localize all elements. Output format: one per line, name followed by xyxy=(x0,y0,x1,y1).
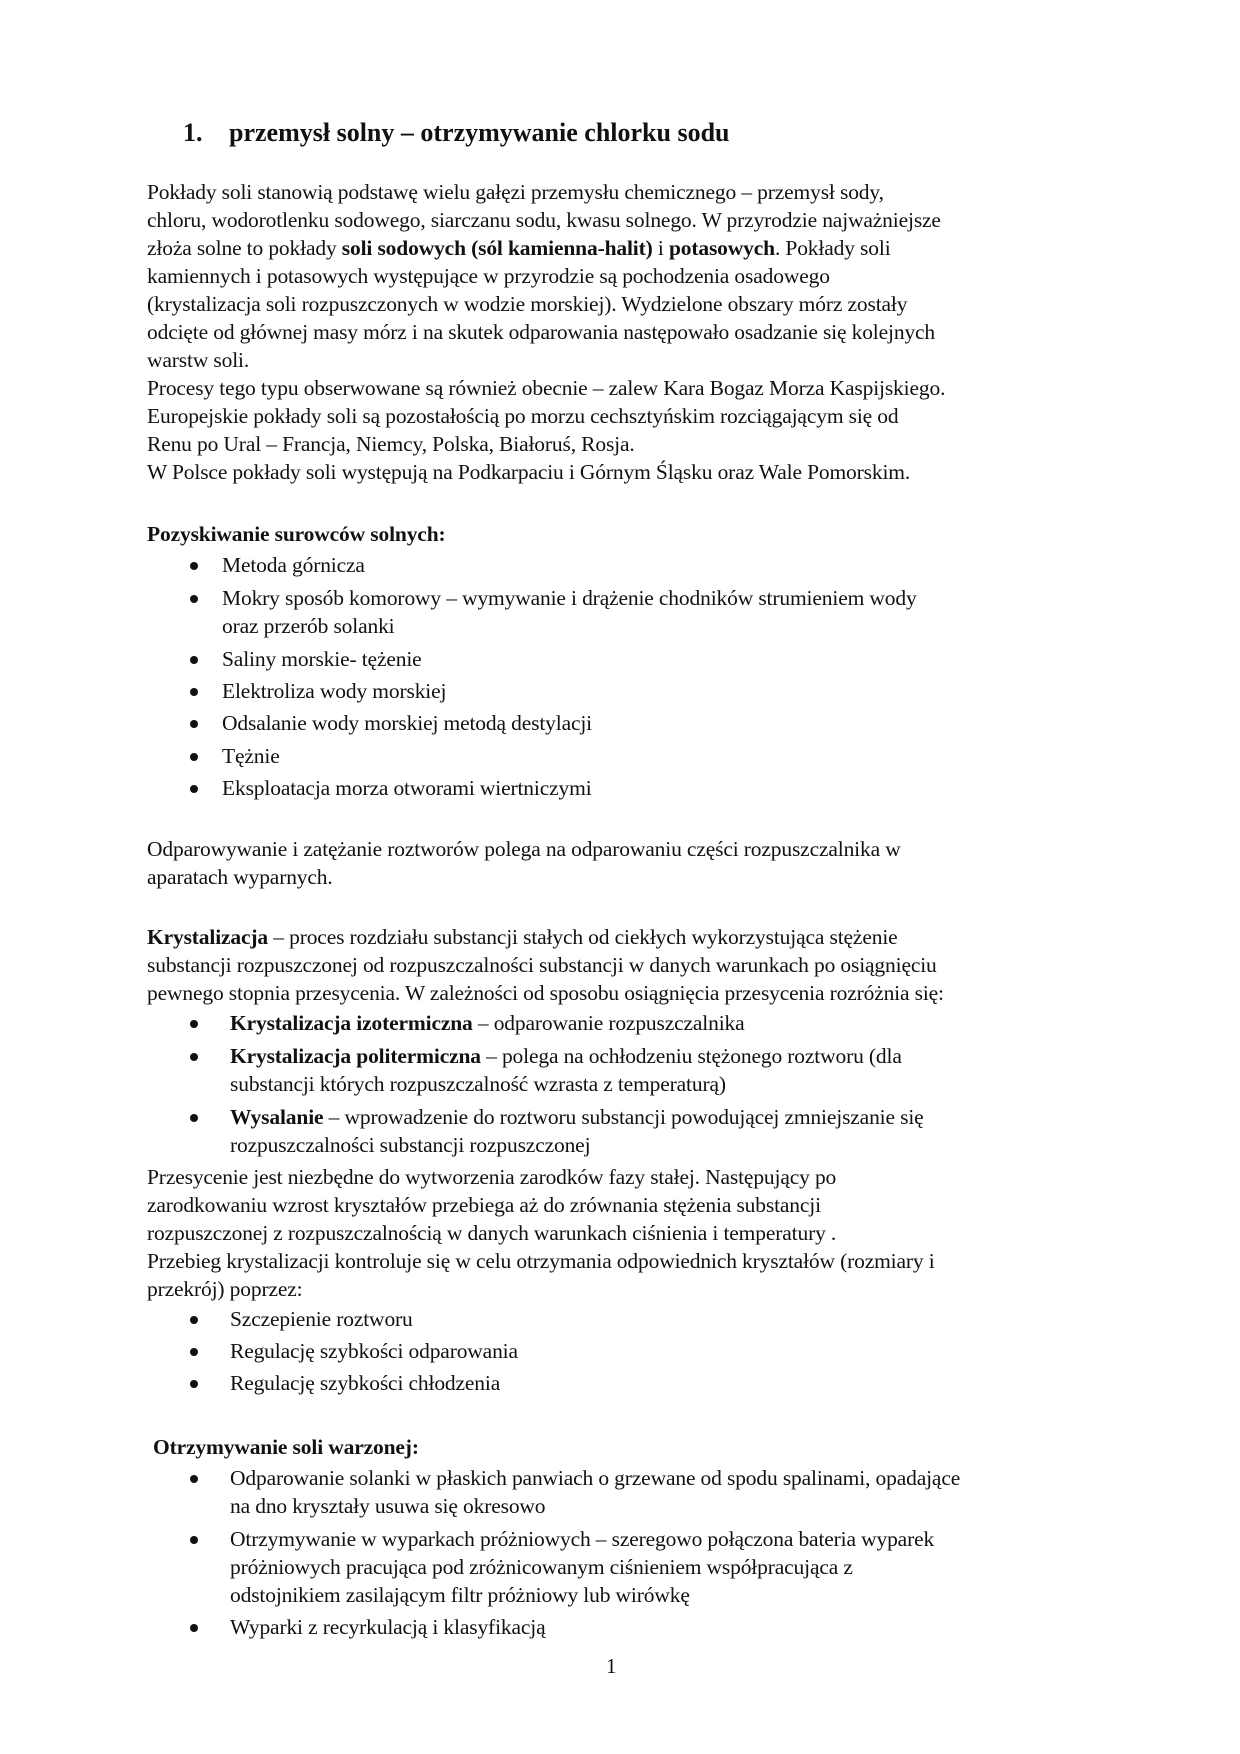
crystallization-line xyxy=(147,923,898,951)
list-item: Szczepienie roztworu xyxy=(230,1307,413,1331)
evaporation-line: aparatach wyparnych. xyxy=(147,865,333,889)
list-item-cont: odstojnikiem zasilającym filtr próżniowy lub wirówkę xyxy=(230,1583,690,1607)
list-item: Eksploatacja morza otworami wiertniczymi xyxy=(222,776,592,800)
intro-line xyxy=(147,234,891,262)
bold-term-sodium-salts: soli sodowych (sól kamienna-halit) xyxy=(341,236,653,260)
list-item: Odparowanie solanki w płaskich panwiach o grzewane od spodu spalinami, opadające xyxy=(230,1466,961,1490)
bold-term-crystallization: Krystalizacja xyxy=(147,925,269,949)
list-item-cont: oraz przerób solanki xyxy=(222,614,395,638)
intro-line: Renu po Ural – Francja, Niemcy, Polska, Białoruś, Rosja. xyxy=(147,432,635,456)
bold-term-potassium: potasowych xyxy=(668,236,775,260)
intro-line: (krystalizacja soli rozpuszczonych w wodzie morskiej). Wydzielone obszary mórz zostały xyxy=(147,292,908,316)
bullet-icon xyxy=(190,1020,198,1028)
bullet-icon xyxy=(190,656,198,664)
intro-line: Europejskie pokłady soli są pozostałością po morzu cechsztyńskim rozciągającym się od xyxy=(147,404,899,428)
list-item: Saliny morskie- tężenie xyxy=(222,647,422,671)
text-span: – wprowadzenie do roztworu substancji powodującej zmniejszanie się xyxy=(323,1105,924,1129)
list-item: Mokry sposób komorowy – wymywanie i drążenie chodników strumieniem wody xyxy=(222,586,917,610)
intro-line: Procesy tego typu obserwowane są również obecnie – zalew Kara Bogaz Morza Kaspijskiego. xyxy=(147,376,946,400)
bullet-icon xyxy=(190,753,198,761)
bold-term: Krystalizacja politermiczna xyxy=(230,1044,481,1068)
list-item: Wyparki z recyrkulacją i klasyfikacją xyxy=(230,1615,546,1639)
intro-line: warstw soli. xyxy=(147,348,250,372)
text-span: i xyxy=(652,236,669,260)
supersaturation-line: zarodkowaniu wzrost kryształów przebiega aż do zrównania stężenia substancji xyxy=(147,1193,821,1217)
bullet-icon xyxy=(190,1348,198,1356)
bullet-icon xyxy=(190,1536,198,1544)
text-span: – polega na ochłodzeniu stężonego roztworu (dla xyxy=(480,1044,902,1068)
bullet-icon xyxy=(190,1624,198,1632)
supersaturation-line: rozpuszczonej z rozpuszczalnością w danych warunkach ciśnienia i temperatury . xyxy=(147,1221,837,1245)
supersaturation-line: Przesycenie jest niezbędne do wytworzenia zarodków fazy stałej. Następujący po xyxy=(147,1165,837,1189)
bullet-icon xyxy=(190,720,198,728)
list-item-cont: substancji których rozpuszczalność wzrasta z temperaturą) xyxy=(230,1072,726,1096)
supersaturation-line: przekrój) poprzez: xyxy=(147,1277,303,1301)
evaporation-line: Odparowywanie i zatężanie roztworów polega na odparowaniu części rozpuszczalnika w xyxy=(147,837,901,861)
supersaturation-line: Przebieg krystalizacji kontroluje się w celu otrzymania odpowiednich kryształów (rozmiary i xyxy=(147,1249,935,1273)
list-item: Metoda górnicza xyxy=(222,553,365,577)
bullet-icon xyxy=(190,1475,198,1483)
bullet-icon xyxy=(190,1380,198,1388)
list-item xyxy=(230,1042,902,1070)
crystallization-line: pewnego stopnia przesycenia. W zależności od sposobu osiągnięcia przesycenia rozróżnia się: xyxy=(147,981,944,1005)
intro-line: kamiennych i potasowych występujące w przyrodzie są pochodzenia osadowego xyxy=(147,264,830,288)
text-span: – proces rozdziału substancji stałych od ciekłych wykorzystująca stężenie xyxy=(268,925,898,949)
bullet-icon xyxy=(190,688,198,696)
list-item-cont: rozpuszczalności substancji rozpuszczonej xyxy=(230,1133,591,1157)
intro-line: odcięte od głównej masy mórz i na skutek odparowania następowało osadzanie się kolejnych xyxy=(147,320,936,344)
crystallization-line: substancji rozpuszczonej od rozpuszczalności substancji w danych warunkach po osiągnięciu xyxy=(147,953,937,977)
intro-line: chloru, wodorotlenku sodowego, siarczanu sodu, kwasu solnego. W przyrodzie najważniejsze xyxy=(147,208,941,232)
bullet-icon xyxy=(190,1114,198,1122)
section-title xyxy=(183,118,730,148)
list-item: Otrzymywanie w wyparkach próżniowych – szeregowo połączona bateria wyparek xyxy=(230,1527,935,1551)
list-item-cont: próżniowych pracująca pod zróżnicowanym ciśnieniem współpracująca z xyxy=(230,1555,853,1579)
list-item: Tężnie xyxy=(222,744,280,768)
section-number: 1. xyxy=(183,118,203,147)
intro-line: Pokłady soli stanowią podstawę wielu gałęzi przemysłu chemicznego – przemysł sody, xyxy=(147,180,884,204)
bullet-icon xyxy=(190,1316,198,1324)
list-item xyxy=(230,1103,924,1131)
sourcing-heading: Pozyskiwanie surowców solnych: xyxy=(147,522,446,546)
intro-line: W Polsce pokłady soli występują na Podkarpaciu i Górnym Śląsku oraz Wale Pomorskim. xyxy=(147,460,911,484)
text-span: – odparowanie rozpuszczalnika xyxy=(472,1011,745,1035)
list-item: Regulację szybkości odparowania xyxy=(230,1339,518,1363)
list-item: Elektroliza wody morskiej xyxy=(222,679,447,703)
list-item xyxy=(230,1009,745,1037)
bold-term: Wysalanie xyxy=(230,1105,324,1129)
text-span: . Pokłady soli xyxy=(774,236,891,260)
list-item: Regulację szybkości chłodzenia xyxy=(230,1371,501,1395)
bullet-icon xyxy=(190,785,198,793)
list-item: Odsalanie wody morskiej metodą destylacji xyxy=(222,711,593,735)
list-item-cont: na dno kryształy usuwa się okresowo xyxy=(230,1494,546,1518)
bullet-icon xyxy=(190,562,198,570)
bullet-icon xyxy=(190,1053,198,1061)
page-number: 1 xyxy=(606,1654,617,1678)
section-title-text: przemysł solny – otrzymywanie chlorku sodu xyxy=(229,118,730,147)
bold-term: Krystalizacja izotermiczna xyxy=(230,1011,473,1035)
bullet-icon xyxy=(190,595,198,603)
boiled-salt-heading: Otrzymywanie soli warzonej: xyxy=(153,1435,419,1459)
text-span: złoża solne to pokłady xyxy=(147,236,342,260)
